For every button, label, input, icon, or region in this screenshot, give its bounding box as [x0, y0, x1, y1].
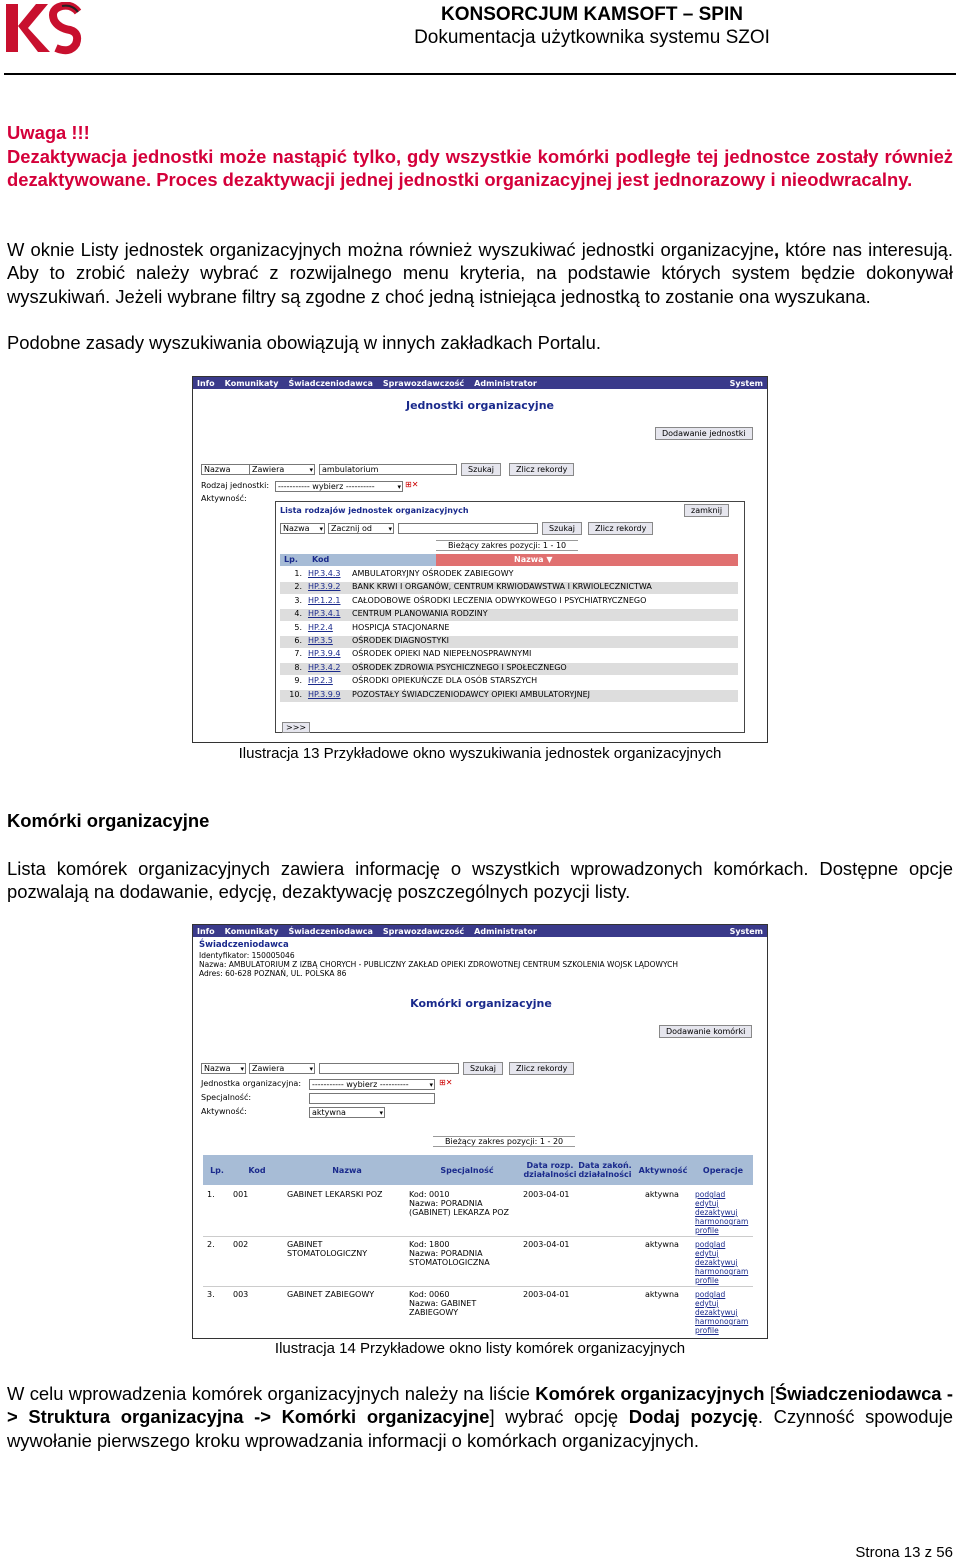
activity-label-2: Aktywność: [201, 1107, 247, 1116]
nav-messages[interactable]: Komunikaty [224, 378, 279, 388]
nav-provider[interactable]: Świadczeniodawca [288, 926, 373, 936]
activity-select[interactable]: aktywna ▾ [309, 1107, 385, 1118]
screenshot-cells-list [192, 924, 768, 1339]
field-select[interactable]: Nazwa ▾ [201, 464, 256, 475]
cell-row-activity: aktywna [645, 1290, 679, 1299]
paragraph-search-comma: , [773, 239, 780, 260]
paragraph-add-text-2: ] wybrać opcję [489, 1406, 629, 1428]
cell-op-0-link[interactable]: podgląd [695, 1290, 726, 1299]
row-number: 6. [294, 636, 302, 645]
popup-row[interactable] [280, 636, 738, 648]
popup-search-input[interactable] [398, 523, 538, 534]
row-number: 8. [294, 662, 302, 672]
cell-row-code: 002 [233, 1240, 249, 1249]
popup-row[interactable] [280, 649, 738, 661]
row-code-link[interactable]: HP.3.9.2 [308, 582, 341, 592]
row-name: OŚRODEK DIAGNOSTYKI [352, 636, 450, 645]
paragraph-similar: Podobne zasady wyszukiwania obowiązują w innych zakładkach Portalu. [7, 332, 601, 353]
popup-field-select[interactable]: Nazwa ▾ [280, 523, 325, 534]
cell-op-1-link[interactable]: edytuj [695, 1299, 719, 1308]
clear-type-icon[interactable]: ⊞✕ [405, 480, 419, 489]
nav-reports[interactable]: Sprawozdawczość [382, 926, 465, 936]
cell-row-start-date: 2003-04-01 [523, 1190, 570, 1199]
row-number: 7. [294, 649, 302, 659]
popup-count-button[interactable]: Zlicz rekordy [588, 522, 653, 535]
cells-range: Bieżący zakres pozycji: 1 - 20 [433, 1136, 575, 1147]
col-code: Kod [312, 555, 330, 564]
count-records-button[interactable]: Zlicz rekordy [509, 463, 574, 476]
nav-admin[interactable]: Administrator [474, 926, 537, 936]
popup-row[interactable] [280, 609, 738, 621]
popup-operator-select[interactable]: Zacznij od ▾ [328, 523, 394, 534]
cell-op-2-link[interactable]: dezaktywuj [695, 1308, 738, 1317]
row-number: 4. [294, 609, 302, 619]
provider-name: Nazwa: AMBULATORIUM Z IZBĄ CHORYCH - PUBLICZNY ZAKŁAD OPIEKI ZDROWOTNEJ CENTRUM SZKOLENIA WOJSK LĄDOWYCH [199, 960, 679, 969]
cell-row-name: GABINET ZABIEGOWY [287, 1290, 375, 1299]
col-start-date: Data rozp. działalności [523, 1161, 577, 1179]
col-name: Nazwa [332, 1165, 362, 1175]
company-name: KONSORCJUM KAMSOFT – SPIN [441, 4, 743, 25]
col-name-sorted[interactable] [436, 554, 738, 566]
cell-op-4-link[interactable]: profile [695, 1326, 719, 1335]
cell-row-specialty: Kod: 0010 Nazwa: PORADNIA (GABINET) LEKARZA POZ [409, 1190, 509, 1217]
row-code-link[interactable]: HP.3.4.2 [308, 662, 341, 672]
paragraph-add-option: Dodaj pozycję [628, 1406, 758, 1428]
unit-type-select[interactable]: ----------- wybierz ---------- ▾ [275, 481, 403, 492]
cell-op-2-link[interactable]: dezaktywuj [695, 1208, 738, 1217]
col-lp: Lp. [210, 1165, 224, 1175]
popup-row[interactable] [280, 663, 738, 675]
cell-op-4-link[interactable]: profile [695, 1276, 719, 1285]
cell-row-activity: aktywna [645, 1190, 679, 1199]
row-separator [203, 1236, 753, 1237]
row-name: OŚRODEK OPIEKI NAD NIEPEŁNOSPRAWNYMI [352, 649, 532, 659]
provider-address: Adres: 60-628 POZNAŃ, UL. POLSKA 86 [199, 969, 347, 978]
col-operations: Operacje [702, 1165, 744, 1175]
cell-op-3-link[interactable]: harmonogram [695, 1217, 749, 1226]
warning-body: Dezaktywacja jednostki może nastąpić tylko, gdy wszystkie komórki podległe tej jednostce zostały również dezaktywowane. Proces dezaktywacji jednej jednostki organizacyjnej jest jednorazowy i nieodwracalny. [7, 146, 953, 191]
popup-range: Bieżący zakres pozycji: 1 - 10 [436, 540, 578, 551]
cell-row-name: GABINET STOMATOLOGICZNY [287, 1240, 368, 1258]
provider-title: Świadczeniodawca [199, 940, 289, 950]
nav-provider[interactable]: Świadczeniodawca [288, 378, 373, 388]
cell-op-1-link[interactable]: edytuj [695, 1249, 719, 1258]
section-heading: Komórki organizacyjne [7, 810, 210, 831]
paragraph-add-text: W celu wprowadzenia komórek organizacyjnych należy na liście [7, 1383, 536, 1404]
row-name: HOSPICJA STACJONARNE [352, 622, 450, 632]
row-code-link[interactable]: HP.3.9.4 [308, 649, 341, 659]
cell-row-activity: aktywna [645, 1240, 679, 1249]
cells-search-input[interactable] [319, 1063, 459, 1074]
paragraph-add-bracket: [ [764, 1383, 775, 1404]
row-code-link[interactable]: HP.3.4.3 [308, 569, 341, 578]
nav-info[interactable]: Info [197, 926, 215, 936]
cell-row-start-date: 2003-04-01 [523, 1240, 570, 1249]
paragraph-add-text-3: . Czynność spowoduje wywołanie pierwszego kroku wprowadzania informacji o komórkach organizacyjnych. [7, 1406, 953, 1451]
cell-op-1-link[interactable]: edytuj [695, 1199, 719, 1208]
cell-row-number: 1. [207, 1190, 215, 1199]
popup-title: Lista rodzajów jednostek organizacyjnych [280, 506, 469, 515]
col-code: Kod [248, 1165, 266, 1175]
cells-count-button[interactable]: Zlicz rekordy [509, 1062, 574, 1075]
popup-row[interactable] [280, 569, 738, 581]
popup-row[interactable] [280, 676, 738, 688]
row-number: 10. [289, 689, 302, 699]
row-separator [203, 1286, 753, 1287]
cell-op-0-link[interactable]: podgląd [695, 1240, 726, 1249]
nav-admin[interactable]: Administrator [474, 378, 537, 388]
paragraph-cells: Lista komórek organizacyjnych zawiera informację o wszystkich wprowadzonych komórkach. Dostępne opcje pozwalają na dodawanie, edycję, dezaktywację poszczególnych pozycji listy. [7, 858, 953, 903]
cell-row-name: GABINET LEKARSKI POZ [287, 1190, 383, 1199]
nav-info[interactable]: Info [197, 378, 215, 388]
units-title: Jednostki organizacyjne [406, 399, 554, 412]
popup-row[interactable] [280, 690, 738, 702]
row-code-link[interactable]: HP.2.3 [308, 676, 333, 686]
row-code-link[interactable]: HP.2.4 [308, 622, 333, 632]
col-specialty: Specjalność [440, 1165, 494, 1175]
row-number: 2. [294, 582, 302, 592]
popup-row[interactable] [280, 596, 738, 608]
clear-unit-icon[interactable]: ⊞✕ [439, 1078, 453, 1087]
cell-row-start-date: 2003-04-01 [523, 1290, 570, 1299]
nav-messages[interactable]: Komunikaty [224, 926, 279, 936]
cells-field-select[interactable]: Nazwa ▾ [201, 1063, 246, 1074]
col-lp: Lp. [284, 555, 298, 564]
row-number: 1. [294, 569, 302, 578]
row-code-link[interactable]: HP.3.5 [308, 636, 333, 645]
cell-row-number: 2. [207, 1240, 215, 1249]
row-name: CAŁODOBOWE OŚRODKI LECZENIA ODWYKOWEGO I PSYCHIATRYCZNEGO [352, 595, 647, 605]
caption-14: Ilustracja 14 Przykładowe okno listy komórek organizacyjnych [274, 1340, 686, 1357]
page-header [0, 0, 960, 76]
cell-row-specialty: Kod: 1800 Nazwa: PORADNIA STOMATOLOGICZNA [409, 1240, 490, 1267]
cells-search-button[interactable]: Szukaj [463, 1062, 503, 1075]
cell-op-3-link[interactable]: harmonogram [695, 1267, 749, 1276]
popup-next-button[interactable]: >>> [282, 722, 310, 733]
col-name[interactable]: Nazwa ▼ [514, 555, 553, 564]
paragraph-search [7, 238, 953, 308]
row-number: 9. [294, 676, 302, 686]
row-name: BANK KRWI I ORGANÓW, CENTRUM KRWIODAWSTWA I KRWIOLECZNICTWA [352, 582, 652, 592]
unit-type-label: Rodzaj jednostki: [201, 481, 270, 490]
cell-row-specialty: Kod: 0060 Nazwa: GABINET ZABIEGOWY [409, 1290, 477, 1317]
row-number: 5. [294, 622, 302, 632]
paragraph-add [7, 1382, 953, 1452]
provider-id: Identyfikator: 150005046 [199, 951, 295, 960]
cells-table-header [203, 1155, 753, 1185]
col-activity: Aktywność [638, 1165, 688, 1175]
cell-op-2-link[interactable]: dezaktywuj [695, 1258, 738, 1267]
row-name: AMBULATORYJNY OŚRODEK ZABIEGOWY [352, 569, 514, 578]
cell-op-3-link[interactable]: harmonogram [695, 1317, 749, 1326]
nav-system[interactable]: System [729, 378, 763, 388]
caption-13: Ilustracja 13 Przykładowe okno wyszukiwania jednostek organizacyjnych [238, 745, 722, 762]
unit-label: Jednostka organizacyjna: [201, 1079, 302, 1088]
row-name: OŚRODEK ZDROWIA PSYCHICZNEGO I SPOŁECZNEGO [352, 662, 567, 672]
row-number: 3. [294, 595, 302, 605]
paragraph-add-path: Świadczeniodawca -> Struktura organizacyjna -> Komórki organizacyjne [7, 1383, 953, 1428]
screenshot-units-search [192, 376, 768, 743]
cell-op-4-link[interactable]: profile [695, 1226, 719, 1235]
specialty-input[interactable] [309, 1093, 435, 1104]
app-nav-bar-2 [193, 925, 767, 937]
cell-row-code: 001 [233, 1190, 249, 1199]
popup-row[interactable] [280, 582, 738, 594]
row-code-link[interactable]: HP.3.9.9 [308, 689, 341, 699]
popup-close-button[interactable]: zamknij [684, 504, 729, 517]
row-name: OŚRODKI OPIEKUŃCZE DLA OSÓB STARSZYCH [352, 676, 538, 686]
unit-types-popup [275, 501, 745, 733]
header-divider [4, 73, 956, 75]
nav-system[interactable]: System [729, 926, 763, 936]
ks-logo-icon [6, 2, 82, 56]
specialty-label: Specjalność: [201, 1093, 252, 1102]
cell-row-number: 3. [207, 1290, 215, 1299]
add-cell-button[interactable]: Dodawanie komórki [659, 1025, 752, 1038]
col-end-date: Data zakoń. działalności [578, 1161, 632, 1179]
search-button[interactable]: Szukaj [461, 463, 501, 476]
app-nav-bar [193, 377, 767, 389]
search-input[interactable]: ambulatorium [319, 464, 457, 475]
paragraph-search-text-2: które nas interesują. Aby to zrobić należy wybrać z rozwijalnego menu kryteria, na podstawie których system będzie dokonywał wyszukiwań. Jeżeli wybrane filtry są zgodne z choć jedną istniejąca jednostką to zostanie ona wyszukana. [7, 239, 953, 307]
cell-row-code: 003 [233, 1290, 249, 1299]
add-unit-button[interactable]: Dodawanie jednostki [655, 427, 753, 440]
row-name: POZOSTAŁY ŚWIADCZENIODAWCY OPIEKI AMBULATORYJNEJ [352, 689, 590, 699]
row-code-link[interactable]: HP.1.2.1 [308, 595, 341, 605]
operator-select[interactable]: Zawiera ▾ [249, 464, 315, 475]
paragraph-search-text: W oknie Listy jednostek organizacyjnych można również wyszukiwać jednostki organizacyjne [7, 239, 774, 260]
unit-select[interactable]: ----------- wybierz ---------- ▾ [309, 1079, 435, 1090]
cells-title: Komórki organizacyjne [410, 997, 552, 1010]
nav-reports[interactable]: Sprawozdawczość [382, 378, 465, 388]
cell-op-0-link[interactable]: podgląd [695, 1190, 726, 1199]
popup-row[interactable] [280, 623, 738, 635]
page-number: Strona 13 z 56 [855, 1544, 953, 1561]
warning-title: Uwaga !!! [7, 122, 90, 143]
paragraph-add-list-name: Komórek organizacyjnych [535, 1383, 765, 1404]
document-subtitle: Dokumentacja użytkownika systemu SZOI [414, 27, 770, 48]
cells-operator-select[interactable]: Zawiera ▾ [249, 1063, 315, 1074]
row-code-link[interactable]: HP.3.4.1 [308, 609, 341, 619]
popup-search-button[interactable]: Szukaj [542, 522, 582, 535]
activity-label: Aktywność: [201, 494, 247, 503]
row-name: CENTRUM PLANOWANIA RODZINY [352, 609, 488, 619]
